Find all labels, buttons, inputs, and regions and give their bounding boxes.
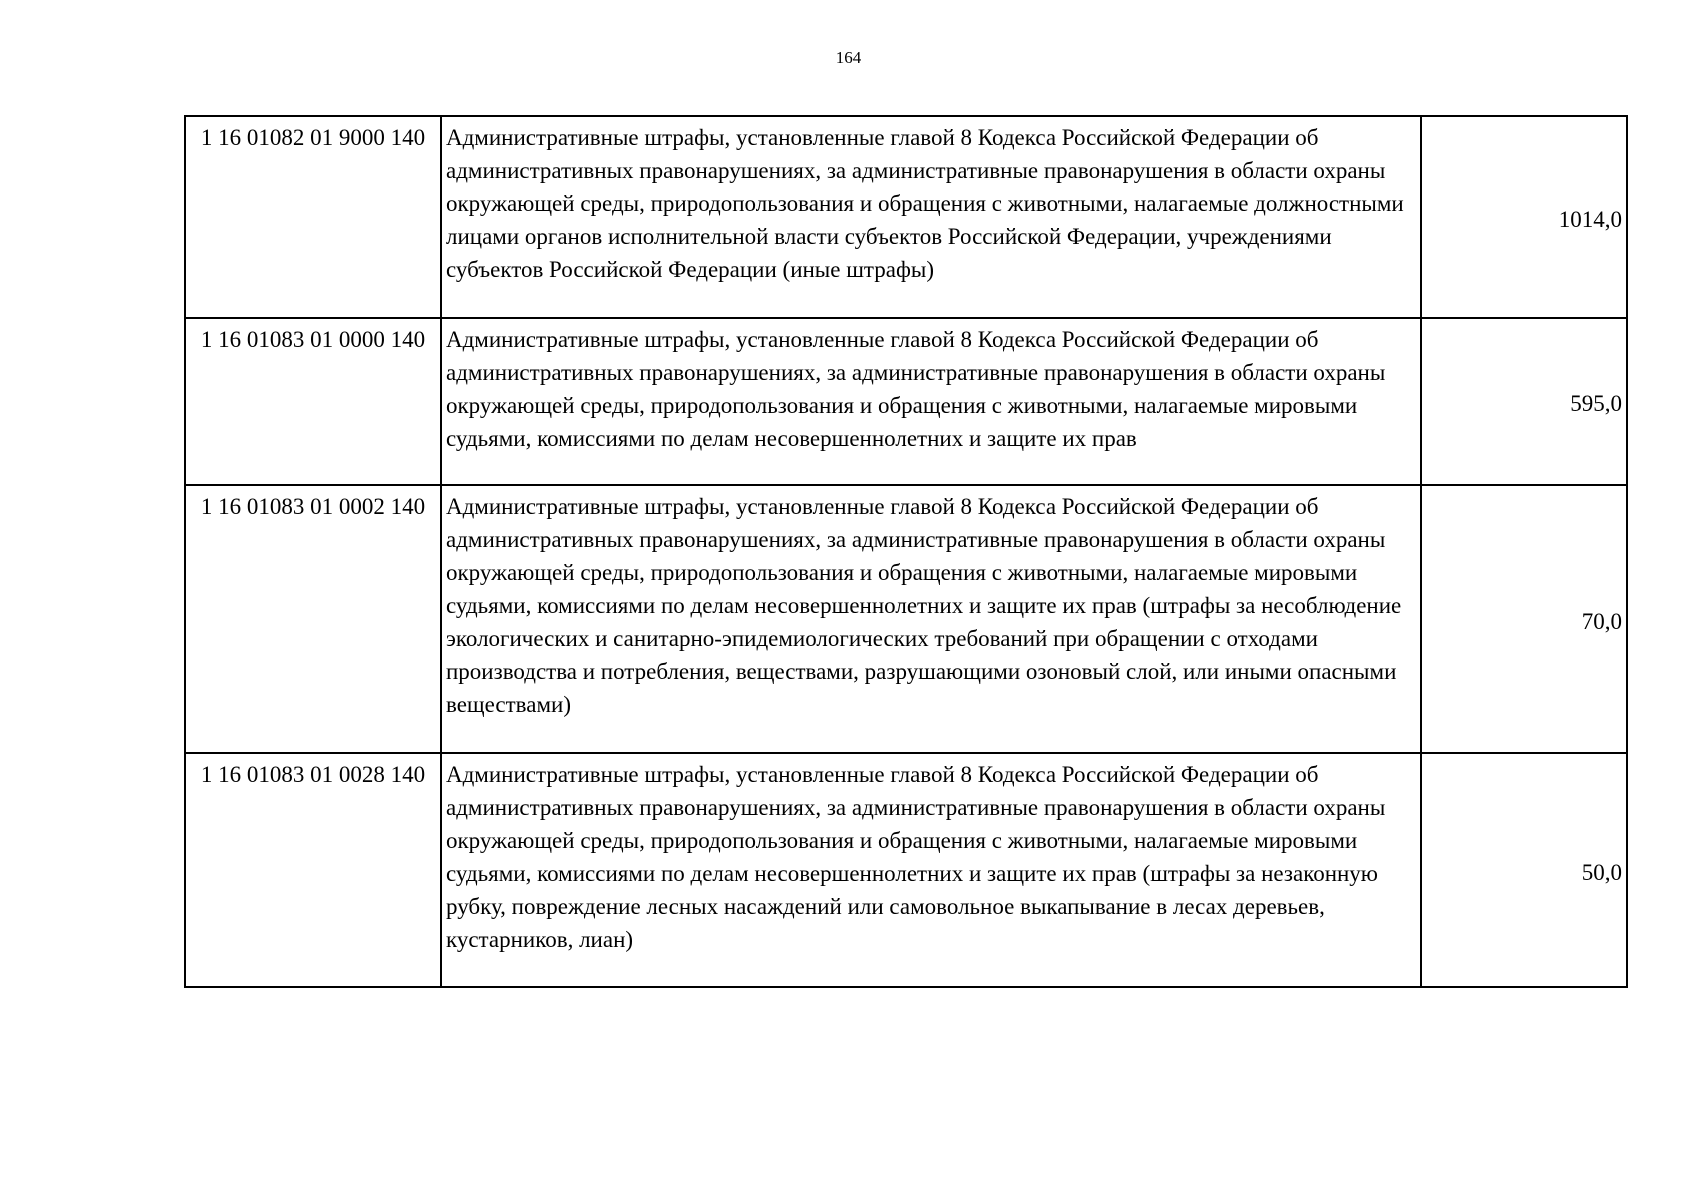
budget-code-cell: 1 16 01083 01 0000 140 bbox=[185, 318, 441, 485]
budget-code-cell: 1 16 01083 01 0002 140 bbox=[185, 485, 441, 753]
table-row bbox=[185, 116, 1627, 318]
table-row bbox=[185, 485, 1627, 753]
revenue-name-cell: Административные штрафы, установленные главой 8 Кодекса Российской Федерации об административных правонарушениях, за административные правонарушения в области охраны окружающей среды, природопользования и обращения с животными, налагаемые мировыми судьями, комиссиями по делам несовершеннолетних и защите их прав (штрафы за несоблюдение экологических и санитарно-эпидемиологических требований при обращении с отходами производства и потребления, веществами, разрушающими озоновый слой, или иными опасными веществами) bbox=[441, 485, 1421, 753]
budget-code-cell: 1 16 01082 01 9000 140 bbox=[185, 116, 441, 318]
page-number: 164 bbox=[835, 48, 862, 67]
amount-cell: 50,0 bbox=[1421, 753, 1627, 987]
budget-revenue-table bbox=[184, 115, 1628, 988]
amount-cell: 1014,0 bbox=[1421, 116, 1627, 318]
revenue-name-cell: Административные штрафы, установленные главой 8 Кодекса Российской Федерации об административных правонарушениях, за административные правонарушения в области охраны окружающей среды, природопользования и обращения с животными, налагаемые должностными лицами органов исполнительной власти субъектов Российской Федерации, учреждениями субъектов Российской Федерации (иные штрафы) bbox=[441, 116, 1421, 318]
revenue-name-cell: Административные штрафы, установленные главой 8 Кодекса Российской Федерации об административных правонарушениях, за административные правонарушения в области охраны окружающей среды, природопользования и обращения с животными, налагаемые мировыми судьями, комиссиями по делам несовершеннолетних и защите их прав (штрафы за незаконную рубку, повреждение лесных насаждений или самовольное выкапывание в лесах деревьев, кустарников, лиан) bbox=[441, 753, 1421, 987]
table-row bbox=[185, 753, 1627, 987]
budget-code-cell: 1 16 01083 01 0028 140 bbox=[185, 753, 441, 987]
amount-cell: 70,0 bbox=[1421, 485, 1627, 753]
amount-cell: 595,0 bbox=[1421, 318, 1627, 485]
revenue-name-cell: Административные штрафы, установленные главой 8 Кодекса Российской Федерации об административных правонарушениях, за административные правонарушения в области охраны окружающей среды, природопользования и обращения с животными, налагаемые мировыми судьями, комиссиями по делам несовершеннолетних и защите их прав bbox=[441, 318, 1421, 485]
table-row bbox=[185, 318, 1627, 485]
